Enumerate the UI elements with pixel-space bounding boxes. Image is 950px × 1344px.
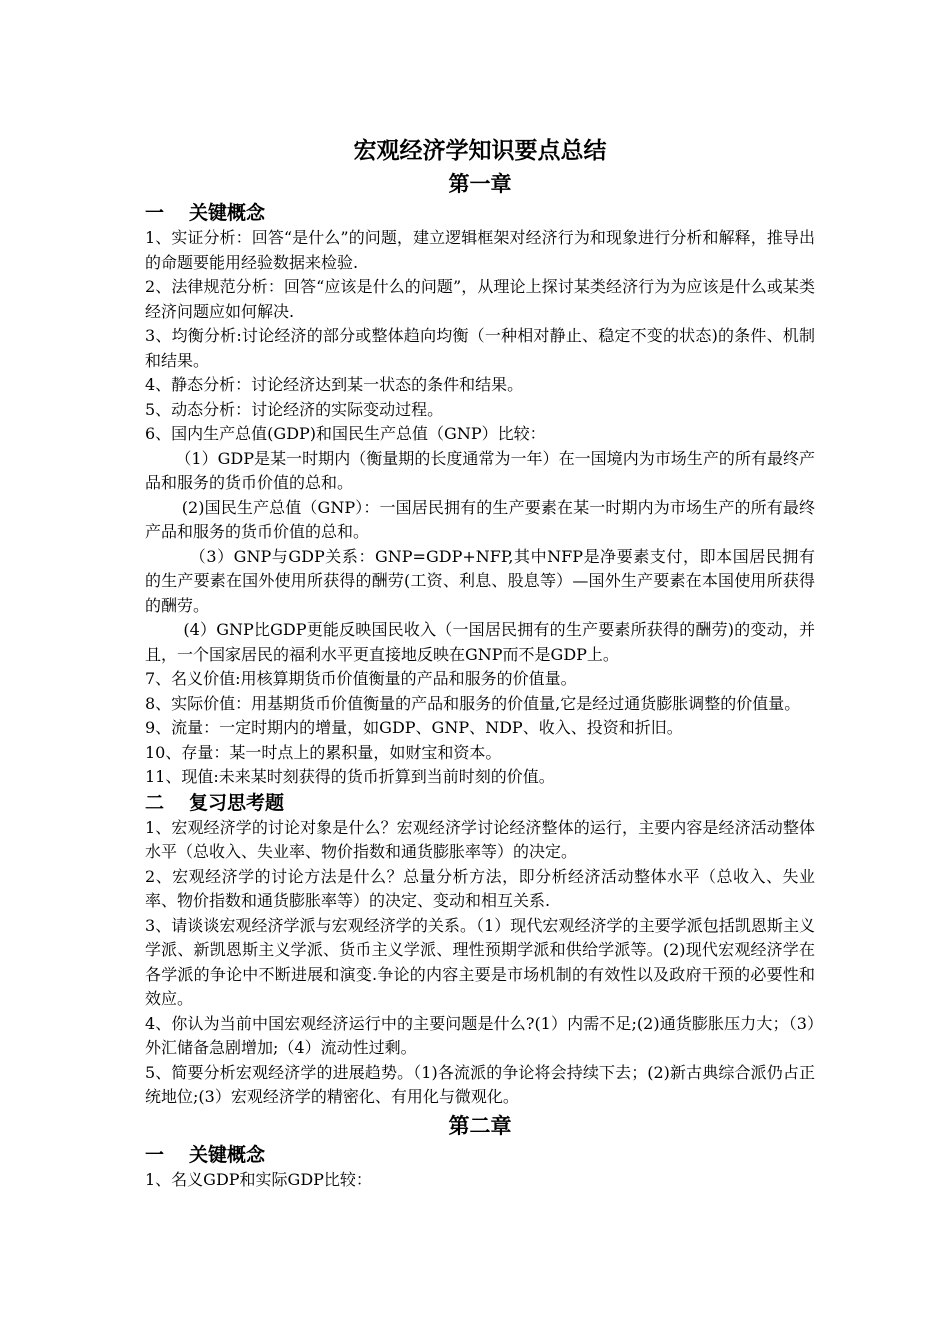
- concept-subitem: (2)国民生产总值（GNP）：一国居民拥有的生产要素在某一时期内为市场生产的所有最终产品和服务的货币价值的总和。: [145, 497, 815, 541]
- question-item: 1、宏观经济学的讨论对象是什么？宏观经济学讨论经济整体的运行，主要内容是经济活动整体水平（总收入、失业率、物价指数和通货膨胀率等）的决定。: [145, 817, 815, 861]
- chapter-2-section-1-heading: [145, 1142, 815, 1168]
- concept-item: 1、名义GDP和实际GDP比较：: [145, 1169, 372, 1189]
- question-item: 4、你认为当前中国宏观经济运行中的主要问题是什么?(1）内需不足;(2)通货膨胀压力大；（3）外汇储备急剧增加;（4）流动性过剩。: [145, 1013, 815, 1057]
- concept-subitem: (4）GNP比GDP更能反映国民收入（一国居民拥有的生产要素所获得的酬劳)的变动，并且，一个国家居民的福利水平更直接地反映在GNP而不是GDP上。: [145, 620, 815, 664]
- chapter-2-heading: 第二章: [448, 1112, 512, 1138]
- chapter-1-section-1-heading: [145, 200, 815, 226]
- document-title: 宏观经济学知识要点总结: [353, 137, 607, 164]
- section-title: 复习思考题: [189, 791, 285, 814]
- section-title: 关键概念: [189, 1143, 266, 1166]
- chapter-1-heading: 第一章: [448, 171, 512, 196]
- concept-item: 8、实际价值：用基期货币价值衡量的产品和服务的价值量,它是经过通货膨胀调整的价值量。: [145, 693, 801, 713]
- concept-item: 5、动态分析：讨论经济的实际变动过程。: [145, 399, 444, 419]
- concept-item: 2、法律规范分析：回答“应该是什么的问题”，从理论上探讨某类经济行为为应该是什么或某类经济问题应如何解决.: [145, 277, 815, 321]
- document-page: [145, 134, 815, 1192]
- question-item: 2、宏观经济学的讨论方法是什么？总量分析方法，即分析经济活动整体水平（总收入、失业率、物价指数和通货膨胀率等）的决定、变动和相互关系.: [145, 866, 815, 910]
- concept-item: 4、静态分析：讨论经济达到某一状态的条件和结果。: [145, 375, 524, 394]
- concept-item: 9、流量：一定时期内的增量，如GDP、GNP、NDP、收入、投资和折旧。: [145, 718, 683, 737]
- question-item: 5、简要分析宏观经济学的进展趋势。（1)各流派的争论将会持续下去；(2)新古典综合派仍占正统地位;(3）宏观经济学的精密化、有用化与微观化。: [145, 1062, 815, 1106]
- concept-subitem: （3）GNP与GDP关系：GNP=GDP+NFP,其中NFP是净要素支付，即本国居民拥有的生产要素在国外使用所获得的酬劳(工资、利息、股息等）—国外生产要素在本国使用所获得的酬劳。: [145, 546, 815, 615]
- concept-item: 7、名义价值:用核算期货币价值衡量的产品和服务的价值量。: [145, 669, 577, 688]
- section-number: 二: [145, 791, 165, 814]
- section-number: 一: [145, 1143, 165, 1166]
- concept-subitem: （1）GDP是某一时期内（衡量期的长度通常为一年）在一国境内为市场生产的所有最终产品和服务的货币价值的总和。: [145, 448, 815, 492]
- concept-item: 6、国内生产总值(GDP)和国民生产总值（GNP）比较：: [145, 424, 546, 443]
- chapter-1-section-2-heading: [145, 790, 815, 816]
- concept-item: 3、均衡分析:讨论经济的部分或整体趋向均衡（一种相对静止、稳定不变的状态)的条件、机制和结果。: [145, 326, 815, 370]
- concept-item: 11、现值:未来某时刻获得的货币折算到当前时刻的价值。: [145, 767, 555, 786]
- concept-item: 1、实证分析：回答“是什么”的问题，建立逻辑框架对经济行为和现象进行分析和解释，推导出的命题要能用经验数据来检验.: [145, 228, 815, 272]
- question-item: 3、请谈谈宏观经济学派与宏观经济学的关系。（1）现代宏观经济学的主要学派包括凯恩斯主义学派、新凯恩斯主义学派、货币主义学派、理性预期学派和供给学派等。(2)现代宏观经济学在各学派的争论中不断进展和演变.争论的内容主要是市场机制的有效性以及政府干预的必要性和效应。: [145, 915, 815, 1008]
- concept-item: 10、存量：某一时点上的累积量，如财宝和资本。: [145, 742, 502, 762]
- section-title: 关键概念: [189, 202, 266, 224]
- section-number: 一: [145, 202, 165, 224]
